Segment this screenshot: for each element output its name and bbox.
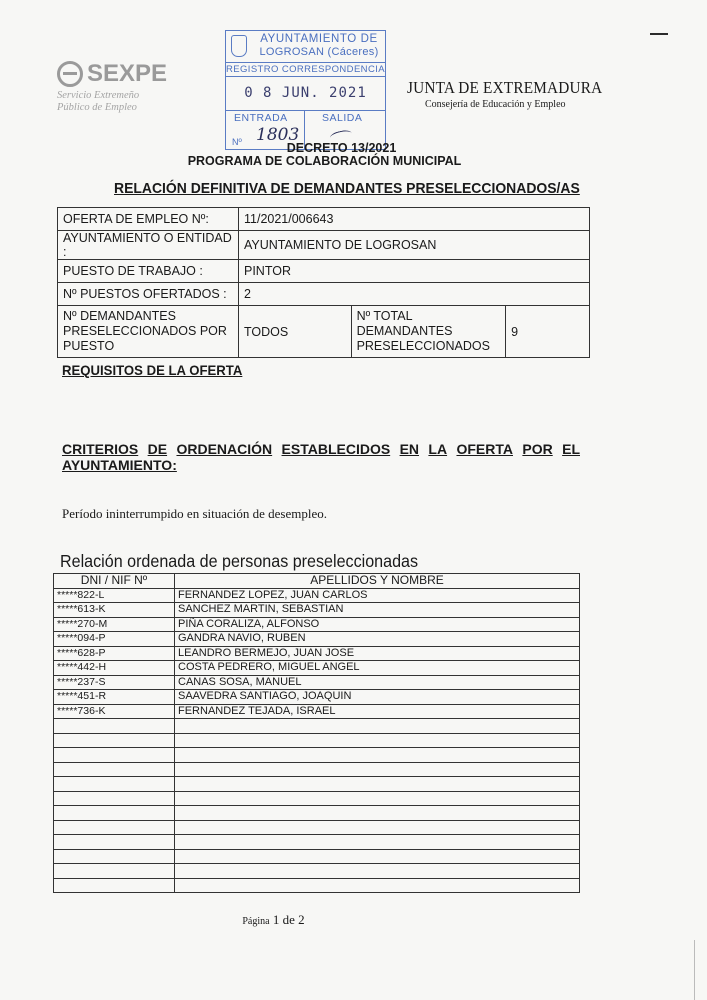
table-header-row [54,574,580,589]
table-row [54,675,580,690]
crest-icon [231,35,247,57]
info-row [58,208,590,231]
name-cell [175,806,580,821]
dni-cell: *****237-S [54,675,175,690]
criterios-word: ESTABLECIDOS [281,441,391,457]
page-footer [0,912,707,928]
info-row [58,283,590,306]
criterio-text: Período ininterrumpido en situación de desempleo. [62,506,327,521]
name-cell [175,864,580,879]
criterios-word: CRITERIOS [62,441,139,457]
persons-table [53,573,580,893]
page-title: RELACIÓN DEFINITIVA DE DEMANDANTES PRESELECCIONADOS/AS [114,180,580,197]
stamp-salida: SALIDA [322,112,363,124]
requisitos-heading: REQUISITOS DE LA OFERTA [62,362,243,378]
dni-cell [54,719,175,734]
stamp-divider [226,110,385,111]
dni-cell [54,864,175,879]
oferta-label: OFERTA DE EMPLEO Nº: [58,208,239,231]
dni-cell [54,835,175,850]
dni-cell: *****094-P [54,632,175,647]
table-row [54,762,580,777]
dni-cell: *****628-P [54,646,175,661]
dni-cell: *****442-H [54,661,175,676]
table-row [54,588,580,603]
name-cell [175,878,580,893]
puesto-value: PINTOR [239,260,590,283]
name-cell [175,820,580,835]
dni-cell [54,748,175,763]
table-row [54,835,580,850]
name-cell: FERNANDEZ LOPEZ, JUAN CARLOS [175,588,580,603]
dni-cell: *****451-R [54,690,175,705]
dni-column-header: DNI / NIF Nº [54,574,175,589]
sexpe-logo [57,60,167,114]
dni-cell [54,791,175,806]
total-pages: 2 [298,912,305,927]
programa-text: PROGRAMA DE COLABORACIÓN MUNICIPAL [187,154,462,168]
entidad-value: AYUNTAMIENTO DE LOGROSAN [239,231,590,260]
registry-stamp [225,30,386,150]
pagina-label: Página [242,916,270,927]
name-cell [175,777,580,792]
stamp-number: 1803 [256,125,300,145]
stamp-divider [226,76,385,77]
table-row [54,791,580,806]
demandantes-label: Nº DEMANDANTES PRESELECCIONADOS POR PUESTO [58,306,239,358]
dni-cell [54,733,175,748]
scan-edge-mark [694,940,695,1000]
name-cell: FERNANDEZ TEJADA, ISRAEL [175,704,580,719]
name-cell: LEANDRO BERMEJO, JUAN JOSE [175,646,580,661]
table-row [54,646,580,661]
table-row [54,719,580,734]
table-row [54,777,580,792]
logo-subtitle-2: Público de Empleo [57,102,137,113]
table-row [54,617,580,632]
programa-heading [0,154,707,168]
decreto-text: DECRETO 13/2021 [286,141,397,155]
name-cell: PIÑA CORALIZA, ALFONSO [175,617,580,632]
current-page: 1 [272,912,280,927]
table-row [54,704,580,719]
info-row [58,306,590,358]
name-cell [175,849,580,864]
oferta-value: 11/2021/006643 [239,208,590,231]
stamp-divider [226,62,385,63]
name-cell [175,733,580,748]
total-label: Nº TOTAL DEMANDANTES PRESELECCIONADOS [351,306,506,358]
dni-cell: *****822-L [54,588,175,603]
name-cell [175,748,580,763]
name-cell: CANAS SOSA, MANUEL [175,675,580,690]
table-row [54,864,580,879]
entidad-label: AYUNTAMIENTO O ENTIDAD : [58,231,239,260]
table-row [54,603,580,618]
dni-cell [54,849,175,864]
name-cell [175,835,580,850]
info-row [58,260,590,283]
table-row [54,820,580,835]
name-column-header: APELLIDOS Y NOMBRE [175,574,580,589]
criterios-word: ORDENACIÓN [176,441,273,457]
criterios-word: DE [147,441,168,457]
stamp-date: 0 8 JUN. 2021 [244,85,367,101]
table-row [54,632,580,647]
puestos-label: Nº PUESTOS OFERTADOS : [58,283,239,306]
total-value: 9 [506,306,590,358]
dni-cell [54,762,175,777]
dni-cell [54,777,175,792]
info-row [58,231,590,260]
criterios-word: LA [428,441,448,457]
table-row [54,849,580,864]
name-cell: SANCHEZ MARTIN, SEBASTIAN [175,603,580,618]
de-label: de [282,912,295,927]
table-row [54,806,580,821]
scan-edge-mark [650,33,668,35]
page-number [242,912,344,927]
dni-cell [54,820,175,835]
stamp-line-1: AYUNTAMIENTO DE [260,33,378,45]
logo-subtitle-1: Servicio Extremeño [57,90,140,101]
table-row [54,878,580,893]
puesto-label: PUESTO DE TRABAJO : [58,260,239,283]
criterios-line-2: AYUNTAMIENTO: [62,457,177,473]
dni-cell: *****736-K [54,704,175,719]
table-row [54,690,580,705]
stamp-number-label: Nº [232,137,242,147]
stamp-line-2: LOGROSAN (Cáceres) [259,46,379,58]
junta-title: JUNTA DE EXTREMADURA [407,78,603,97]
dni-cell: *****270-M [54,617,175,632]
criterios-word: OFERTA [456,441,513,457]
demandantes-value: TODOS [239,306,352,358]
criterios-word: EN [399,441,420,457]
criterios-word: EL [562,441,580,457]
logo-brand: SEXPE [87,60,168,87]
name-cell: SAAVEDRA SANTIAGO, JOAQUIN [175,690,580,705]
relacion-heading: Relación ordenada de personas preseleccionadas [60,551,419,571]
decreto-heading [0,141,707,155]
puestos-value: 2 [239,283,590,306]
dni-cell [54,806,175,821]
sexpe-logo-icon [57,61,83,87]
stamp-line-3: REGISTRO CORRESPONDENCIA [226,64,385,75]
table-row [54,733,580,748]
dni-cell: *****613-K [54,603,175,618]
persons-table-body [54,588,580,893]
criterios-line-1 [62,441,580,457]
name-cell: COSTA PEDRERO, MIGUEL ANGEL [175,661,580,676]
name-cell: GANDRA NAVIO, RUBEN [175,632,580,647]
table-row [54,661,580,676]
offer-info-table [57,207,590,358]
name-cell [175,719,580,734]
consejeria-subtitle: Consejería de Educación y Empleo [425,99,566,110]
table-row [54,748,580,763]
stamp-entrada: ENTRADA [234,112,288,124]
name-cell [175,762,580,777]
dni-cell [54,878,175,893]
name-cell [175,791,580,806]
criterios-heading [62,441,580,473]
criterios-word: POR [522,441,553,457]
